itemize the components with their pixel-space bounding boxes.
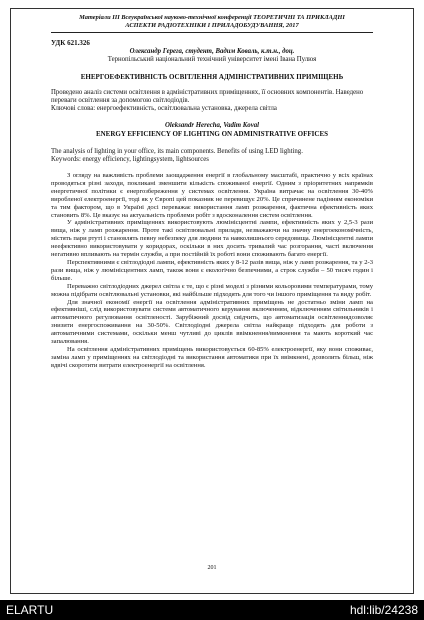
paragraph: На освітлення адміністративних приміщень використовується 60-85% електроенергії, яку вони споживає, заміна ламп у приміщеннях на світлодіодні та використання автоматики при їх ввімкнені, дозволить більш, ніж вдвічі скоротити витрати електроенергії на освітлення. xyxy=(51,345,373,369)
abstract-ua-block xyxy=(51,89,373,114)
repository-name: ELARTU xyxy=(6,603,54,617)
keywords-en: Keywords: energy efficiency, lightingsystem, lightsources xyxy=(51,155,209,163)
abstract-en: The analysis of lighting in your office, its main components. Benefits of using LED lighting. xyxy=(51,147,303,155)
title-ua: ЕНЕРГОЕФЕКТИВНІСТЬ ОСВІТЛЕННЯ АДМІНІСТРАТИВНИХ ПРИМІЩЕНЬ xyxy=(80,73,344,81)
affiliation-ua: Тернопільський національний технічний університет імені Івана Пулюя xyxy=(107,56,317,63)
paper-page xyxy=(51,14,373,370)
authors-en: Oleksandr Herecha, Vadim Koval xyxy=(164,121,260,129)
keywords-ua: Ключові слова: енергоефективність, освітлювальна установка, джерела світла xyxy=(51,105,277,113)
title-en: ENERGY EFFICIENCY OF LIGHTING ON ADMINISTRATIVE OFFICES xyxy=(95,129,329,138)
header-line-2: АСПЕКТИ РАДІОТЕХНІКИ І ПРИЛАДОБУДУВАННЯ, 2017 xyxy=(125,22,299,29)
body-text xyxy=(51,172,373,370)
abstract-ua: Проведено аналіз системи освітлення в адміністративних приміщеннях, її основних компонентів. Наведено переваги освітлення за допомогою світлодіодів. xyxy=(51,89,364,105)
paragraph: Переважно світлодіодних джерел світла є те, що є різні моделі з різними кольоровими температурами, тому можна підібрати освітлювальні установки, які найбільше підходять для того чи іншого приміщення та виду робіт. xyxy=(51,282,373,298)
page-number: 201 xyxy=(207,565,217,571)
repository-footer-bar xyxy=(0,600,424,620)
udc-code: УДК 621.326 xyxy=(51,39,90,47)
abstract-en-block xyxy=(51,148,373,164)
authors-ua: Олександр Герега, студент, Вадим Коваль, к.т.н., доц. xyxy=(129,48,295,55)
paragraph: Для значної економії енергії на освітлення адміністративних приміщень не достатньо зміни ламп на ефективніші, слід використовувати системи автоматичного керування включенням, відключенням світильників і автоматичного регулювання освітленості. Зарубіжний досвід свідчить, що автоматизація освітленнядозволяє знизити енергоспоживання на 30-50%. Світлодіодні джерела світла найкраще підходять для роботи з автоматичними системами, оскільки менш чутливі до циклів ввімкнення/вимкнення та мають короткий час запалювання. xyxy=(51,298,373,346)
paragraph: З огляду на важливість проблеми заощадження енергії в глобальному масштабі, практично у всіх країнах проводяться різні заходи, покликані зменшити кількість споживаної енергії. Одним з пріоритетних напрямків енергетичної політики є енергозбереження у системах освітлення. Україна витрачає на освітлення 30-40% виробленої електроенергії, тоді як у Європі цей показник не перевищує 20%. Це спричинене падінням економіки та тим фактором, що в Україні досі переважає використання ламп розжарення, фактична ефективність яких становить 8%. Це вказує на актуальність проблеми робіт з вдосконалення систем освітлення. xyxy=(51,172,373,219)
header-line-1: Матеріали ІІІ Всеукраїнської науково-технічної конференції ТЕОРЕТИЧНІ ТА ПРИКЛАДНІ xyxy=(79,14,345,21)
paragraph: Перспективними є світлодіодні лампи, ефективність яких у 8-12 разів вища, ніж у ламп розжарення, та у 2-3 рази вища, ніж у люмінісцентних ламп, також вони є екологічно безпечними, а строк служби – 50 тисяч годин і більше. xyxy=(51,258,373,282)
paragraph: У адміністративних приміщеннях використовують люмінісцентні лампи, ефективність яких у 2,5-3 рази вища, ніж у ламп розжарення. Проте такі освітлювальні прилади, незважаючи на значну енергоекономічність, містять пари ртуті і становлять певну небезпеку для людини та навколишнього середовища. Люмінісцентні лампи неефективно використовувати у коридорах, оскільки в них досить тривалий час розгорання, часті включення негативно впливають на термін служби, а при постійній їх роботі вони споживають багато енергії. xyxy=(51,219,373,259)
conference-header xyxy=(51,14,373,33)
handle-id: hdl:lib/24238 xyxy=(349,603,418,617)
